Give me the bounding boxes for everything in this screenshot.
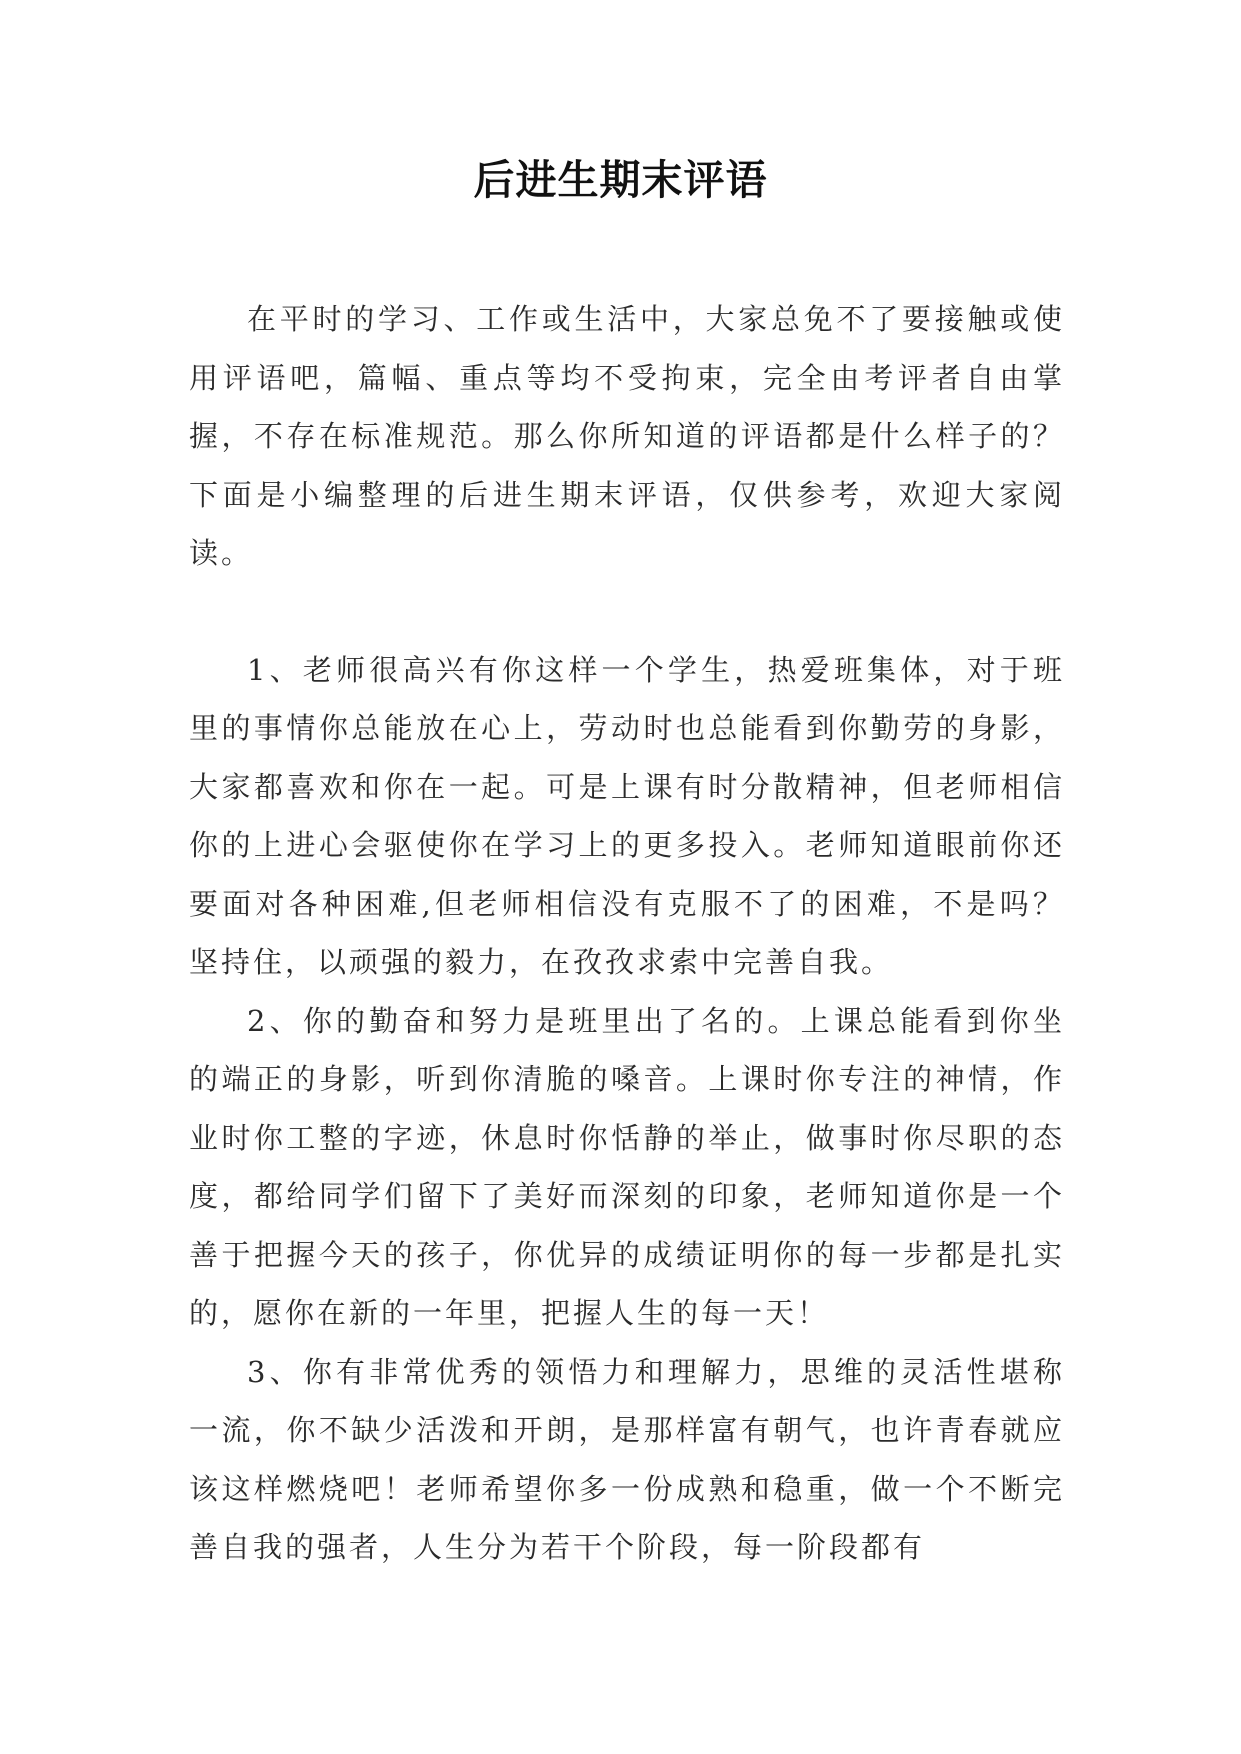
comment-item-3: 3、你有非常优秀的领悟力和理解力，思维的灵活性堪称一流，你不缺少活泼和开朗，是那样富有朝气，也许青春就应该这样燃烧吧！老师希望你多一份成熟和稳重，做一个不断完善自我的强者，人生分为若干个阶段，每一阶段都有 (189, 1354, 1065, 1564)
comment-item-1: 1、老师很高兴有你这样一个学生，热爱班集体，对于班里的事情你总能放在心上，劳动时也总能看到你勤劳的身影，大家都喜欢和你在一起。可是上课有时分散精神，但老师相信你的上进心会驱使你在学习上的更多投入。老师知道眼前你还要面对各种困难,但老师相信没有克服不了的困难，不是吗？坚持住，以顽强的毅力，在孜孜求索中完善自我。 (189, 652, 1065, 979)
document-body (189, 290, 1065, 1577)
intro-paragraph: 在平时的学习、工作或生活中，大家总免不了要接触或使用评语吧，篇幅、重点等均不受拘束，完全由考评者自由掌握，不存在标准规范。那么你所知道的评语都是什么样子的？下面是小编整理的后进生期末评语，仅供参考，欢迎大家阅读。 (189, 302, 1065, 570)
document-title: 后进生期末评语 (473, 156, 768, 204)
comment-item-2: 2、你的勤奋和努力是班里出了名的。上课总能看到你坐的端正的身影，听到你清脆的嗓音。上课时你专注的神情，作业时你工整的字迹，休息时你恬静的举止，做事时你尽职的态度，都给同学们留下了美好而深刻的印象，老师知道你是一个善于把握今天的孩子，你优异的成绩证明你的每一步都是扎实的，愿你在新的一年里，把握人生的每一天！ (189, 1003, 1065, 1330)
